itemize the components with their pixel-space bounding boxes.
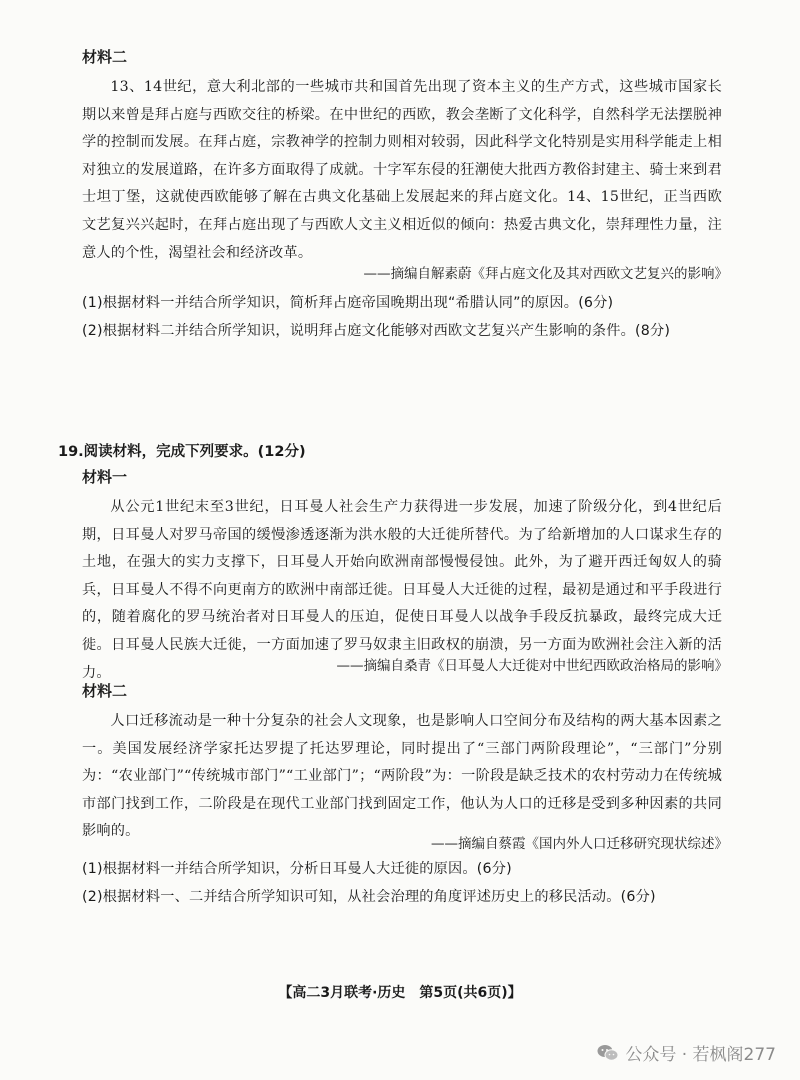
question-19-part-1: (1)根据材料一并结合所学知识，分析日耳曼人大迁徙的原因。(6分): [82, 861, 512, 877]
watermark: [597, 1040, 776, 1065]
q19-material-1-heading: 材料一: [82, 468, 128, 486]
wechat-icon: [597, 1044, 619, 1062]
question-19-part-2: (2)根据材料一、二并结合所学知识可知，从社会治理的角度评述历史上的移民活动。(6分): [82, 889, 656, 905]
watermark-text: 公众号 · 若枫阁277: [625, 1045, 776, 1065]
q19-material-1-paragraph: 从公元1世纪末至3世纪，日耳曼人社会生产力获得进一步发展，加速了阶级分化，到4世纪后期，日耳曼人对罗马帝国的缓慢渗透逐渐为洪水般的大迁徙所替代。为了给新增加的人口谋求生存的土地，在强大的实力支撑下，日耳曼人开始向欧洲南部慢慢侵蚀。此外，为了避开西迁匈奴人的骑兵，日耳曼人不得不向更南方的欧洲中南部迁徙。日耳曼人大迁徙的过程，最初是通过和平手段进行的，随着腐化的罗马统治者对日耳曼人的压迫，促使日耳曼人以战争手段反抗暴政，最终完成大迁徙。日耳曼人民族大迁徙，一方面加速了罗马奴隶主旧政权的崩溃，另一方面为欧洲社会注入新的活力。: [82, 499, 722, 681]
material-2-paragraph: 13、14世纪，意大利北部的一些城市共和国首先出现了资本主义的生产方式，这些城市国家长期以来曾是拜占庭与西欧交往的桥梁。在中世纪的西欧，教会垄断了文化科学，自然科学无法摆脱神学的控制而发展。在拜占庭，宗教神学的控制力则相对较弱，因此科学文化特别是实用科学能走上相对独立的发展道路，在许多方面取得了成就。十字军东侵的狂潮使大批西方教俗封建主、骑士来到君士坦丁堡，这就使西欧能够了解在古典文化基础上发展起来的拜占庭文化。14、15世纪，正当西欧文艺复兴兴起时，在拜占庭出现了与西欧人文主义相近似的倾向：热爱古典文化，崇拜理性力量，注意人的个性，渴望社会和经济改革。: [82, 79, 722, 261]
q19-material-2-paragraph: 人口迁移流动是一种十分复杂的社会人文现象，也是影响人口空间分布及结构的两大基本因素之一。美国发展经济学家托达罗提了托达罗理论，同时提出了“三部门两阶段理论”，“三部门”分别为：“农业部门”“传统城市部门”“工业部门”；“两阶段”为：一阶段是缺乏技术的农村劳动力在传统城市部门找到工作，二阶段是在现代工业部门找到固定工作，他认为人口的迁移是受到多种因素的共同影响的。: [82, 713, 722, 840]
material-2-heading: 材料二: [82, 48, 128, 66]
material-2-citation: ——摘编自解素蔚《拜占庭文化及其对西欧文艺复兴的影响》: [363, 266, 728, 282]
question-18-part-1: (1)根据材料一并结合所学知识，简析拜占庭帝国晚期出现“希腊认同”的原因。(6分): [82, 295, 614, 311]
page-footer: 【高二3月联考·历史 第5页(共6页)】: [278, 985, 522, 1001]
q19-material-2-heading: 材料二: [82, 682, 128, 700]
q19-material-2-citation: ——摘编自蔡霞《国内外人口迁移研究现状综述》: [431, 836, 728, 852]
question-19-title: 19.阅读材料，完成下列要求。(12分): [58, 444, 306, 460]
question-18-part-2: (2)根据材料二并结合所学知识，说明拜占庭文化能够对西欧文艺复兴产生影响的条件。(8分): [82, 323, 671, 339]
q19-material-1-citation: ——摘编自桑青《日耳曼人大迁徙对中世纪西欧政治格局的影响》: [336, 658, 728, 674]
